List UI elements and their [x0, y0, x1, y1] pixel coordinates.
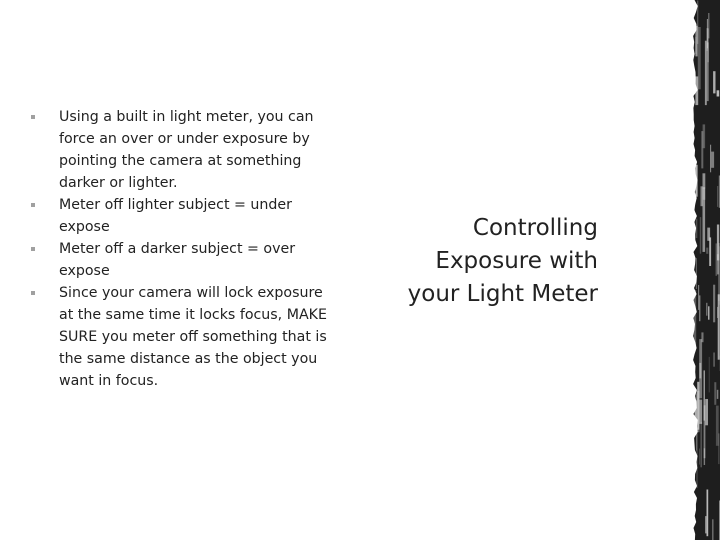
edge-streak — [701, 422, 702, 467]
square-bullet-icon — [31, 203, 35, 207]
bullet-text: Meter off a darker subject = over expose — [59, 241, 296, 279]
bullet-item — [28, 238, 328, 282]
edge-streak — [703, 187, 706, 252]
edge-streak — [712, 519, 713, 540]
square-bullet-icon — [31, 115, 35, 119]
bullet-text: Meter off lighter subject = under expose — [59, 197, 292, 235]
edge-streak — [713, 285, 715, 323]
edge-streak — [711, 152, 714, 168]
edge-streak — [704, 448, 705, 465]
edge-streak — [699, 449, 700, 465]
edge-streak — [707, 228, 710, 241]
bullet-item — [28, 194, 328, 238]
edge-streak — [706, 303, 707, 316]
bullet-text: Since your camera will lock exposure at the same time it locks focus, MAKE SURE you meter off something that is the same distance as the object you want in focus. — [59, 285, 327, 389]
edge-streak — [697, 1, 698, 44]
edge-streak — [700, 217, 701, 254]
edge-streak — [713, 71, 715, 93]
edge-streak — [705, 41, 707, 105]
edge-streak — [699, 400, 702, 424]
edge-streak — [705, 516, 707, 533]
edge-streak — [699, 339, 702, 398]
title-line: Controlling — [472, 215, 598, 241]
edge-streak — [716, 243, 717, 275]
edge-streak — [708, 306, 710, 319]
edge-streak — [703, 173, 706, 189]
bullet-list — [28, 106, 328, 392]
edge-streak — [696, 258, 697, 289]
edge-streak — [710, 145, 711, 173]
torn-edge-graphic — [693, 0, 720, 540]
edge-streak — [708, 28, 709, 62]
edge-streak — [716, 406, 719, 446]
bullet-item — [28, 282, 328, 392]
edge-streak — [718, 294, 720, 359]
bullet-text: Using a built in light meter, you can force an over or under exposure by pointing the camera at something darker or lighter. — [59, 109, 314, 191]
edge-streak — [717, 90, 720, 96]
edge-streak — [699, 295, 700, 321]
edge-streak — [701, 332, 703, 342]
edge-streak — [714, 353, 715, 367]
edge-streak — [695, 37, 696, 54]
edge-streak — [698, 27, 701, 89]
square-bullet-icon — [31, 247, 35, 251]
bullet-item — [28, 106, 328, 194]
edge-streak — [706, 248, 708, 254]
edge-streak — [709, 357, 710, 393]
title-line: Exposure with — [435, 248, 598, 274]
square-bullet-icon — [31, 291, 35, 295]
edge-streak — [698, 285, 699, 310]
torn-edge-border — [693, 0, 720, 540]
edge-streak — [718, 243, 720, 301]
edge-streak — [705, 399, 708, 425]
edge-streak — [697, 391, 700, 432]
edge-streak — [709, 237, 711, 266]
edge-streak — [701, 131, 703, 168]
edge-streak — [707, 490, 709, 537]
edge-streak — [717, 390, 719, 399]
edge-streak — [717, 307, 718, 318]
title-line: your Light Meter — [407, 281, 598, 307]
edge-streak — [717, 186, 718, 207]
slide-title — [392, 212, 598, 311]
edge-streak — [714, 382, 716, 405]
